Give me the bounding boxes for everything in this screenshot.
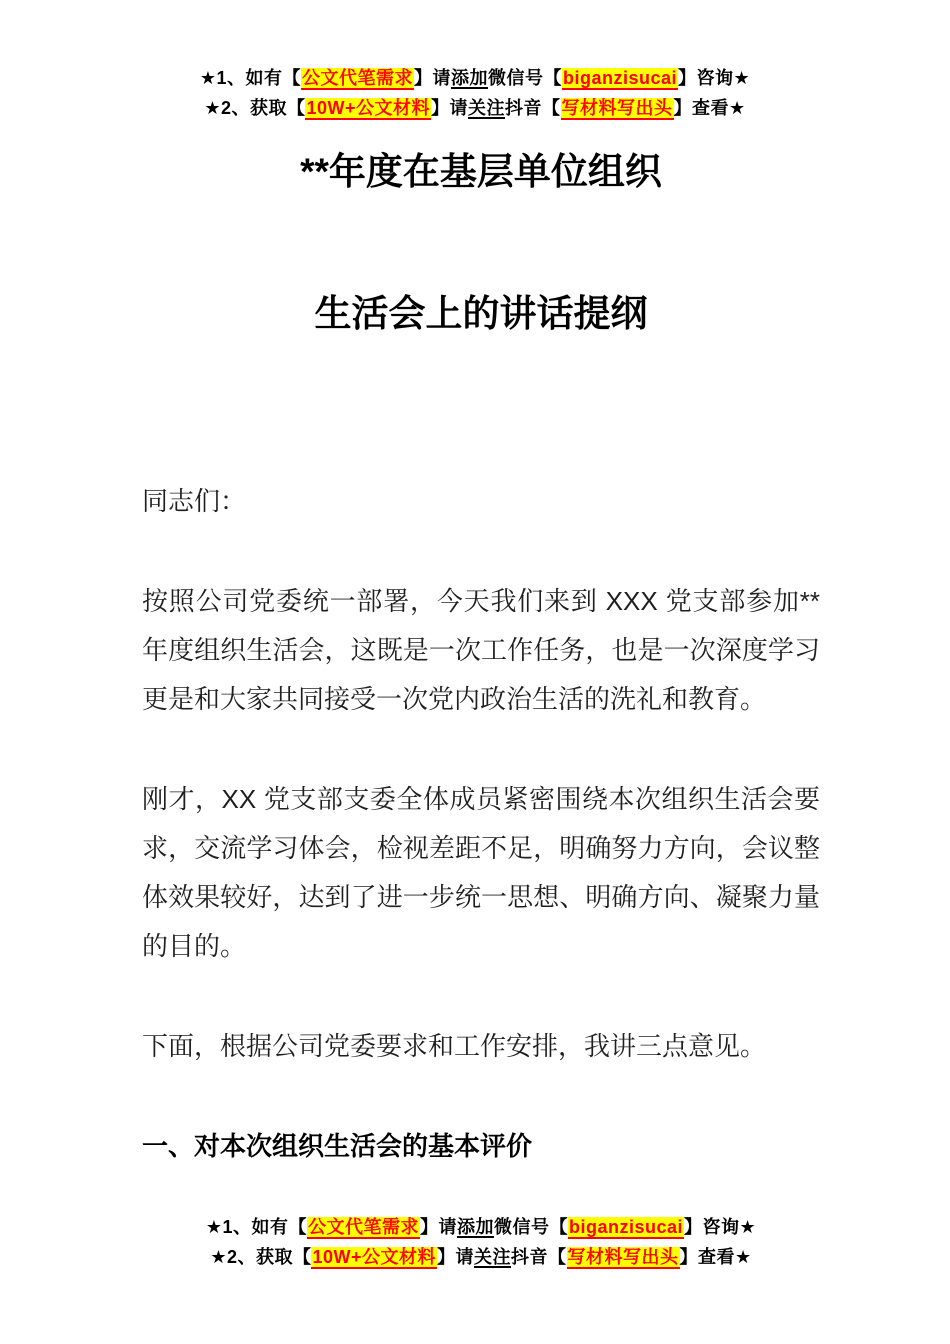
promo-text: 微信号【 xyxy=(493,1217,568,1237)
promo-text: 抖音【 xyxy=(511,1247,567,1267)
header-promo-line-2 xyxy=(0,93,950,123)
header-promo-line-1 xyxy=(0,63,950,93)
promo-text: 抖音【 xyxy=(505,98,561,118)
promo-text: 微信号【 xyxy=(487,68,562,88)
header-promo xyxy=(0,0,950,123)
promo-text: 】咨询★ xyxy=(678,68,751,88)
promo-text: 】咨询★ xyxy=(684,1217,757,1237)
promo-keyword-highlight: 10W+公文材料 xyxy=(312,1247,437,1267)
promo-text: 】请 xyxy=(437,1247,475,1267)
promo-text: ★1、如有【 xyxy=(199,68,301,88)
paragraph: 按照公司党委统一部署，今天我们来到 XXX 党支部参加**年度组织生活会，这既是一次工作任务，也是一次深度学习更是和大家共同接受一次党内政治生活的洗礼和教育。 xyxy=(142,586,820,714)
douyin-id-highlight: 写材料写出头 xyxy=(567,1247,679,1267)
wechat-id-highlight: biganzisucai xyxy=(562,68,678,88)
footer-promo-line-1 xyxy=(142,1212,820,1242)
promo-keyword-highlight: 公文代笔需求 xyxy=(307,1217,419,1237)
promo-underlined-text: 关注 xyxy=(468,98,506,118)
doc-title-line-2: 生活会上的讲话提纲 xyxy=(314,293,648,334)
promo-keyword-highlight: 公文代笔需求 xyxy=(301,68,413,88)
promo-text: 】请 xyxy=(431,98,469,118)
document-content xyxy=(0,149,950,1272)
promo-text: ★2、获取【 xyxy=(210,1247,312,1267)
section-heading-1: 一、对本次组织生活会的基本评价 xyxy=(142,1131,533,1161)
promo-text: 】请 xyxy=(413,68,451,88)
promo-keyword-highlight: 10W+公文材料 xyxy=(306,98,431,118)
douyin-id-highlight: 写材料写出头 xyxy=(561,98,673,118)
salutation: 同志们： xyxy=(142,486,247,516)
wechat-id-highlight: biganzisucai xyxy=(568,1217,684,1237)
promo-underlined-text: 添加 xyxy=(450,68,488,88)
promo-text: 】查看★ xyxy=(673,98,746,118)
paragraph: 刚才，XX 党支部支委全体成员紧密围绕本次组织生活会要求，交流学习体会，检视差距不足，明确努力方向，会议整体效果较好，达到了进一步统一思想、明确方向、凝聚力量的目的。 xyxy=(142,784,820,961)
promo-underlined-text: 关注 xyxy=(474,1247,512,1267)
paragraph: 下面，根据公司党委要求和工作安排，我讲三点意见。 xyxy=(142,1031,767,1061)
promo-text: 】查看★ xyxy=(679,1247,752,1267)
doc-title-line-1: **年度在基层单位组织 xyxy=(300,151,662,192)
promo-underlined-text: 添加 xyxy=(456,1217,494,1237)
promo-text: ★2、获取【 xyxy=(204,98,306,118)
promo-text: 】请 xyxy=(419,1217,457,1237)
document-body xyxy=(142,477,820,1171)
footer-promo xyxy=(142,1212,820,1272)
footer-promo-line-2 xyxy=(142,1242,820,1272)
promo-text: ★1、如有【 xyxy=(205,1217,307,1237)
